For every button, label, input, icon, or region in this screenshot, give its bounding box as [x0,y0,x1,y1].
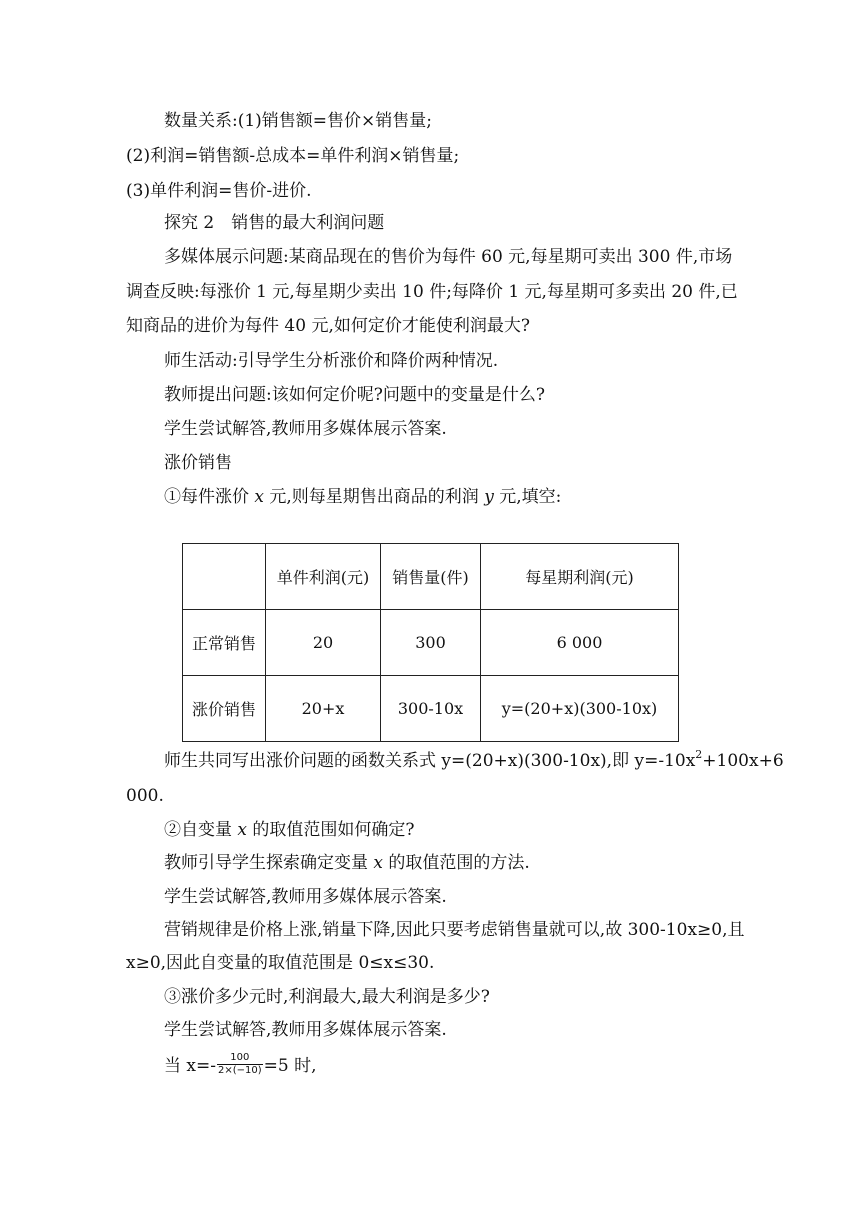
problem-line-2: 调查反映:每涨价 1 元,每星期少卖出 10 件;每降价 1 元,每星期可多卖出 20 件,已 [126,282,738,302]
fraction [217,1052,263,1077]
formula-expanded-a: y=-10x [634,751,696,771]
paragraph-price-increase-heading: 涨价销售 [164,453,232,473]
table-row [183,610,679,676]
paragraph-teacher-question: 教师提出问题:该如何定价呢?问题中的变量是什么? [164,385,545,405]
table-cell: 300 [381,610,481,676]
text-segment: 当 [164,1056,187,1076]
paragraph-student-answer-2: 学生尝试解答,教师用多媒体展示答案. [164,887,447,907]
problem-line-3: 知商品的进价为每件 40 元,如何定价才能使利润最大? [126,316,530,336]
table-cell: 300-10x [381,676,481,742]
paragraph-teacher-guide [164,846,744,881]
paragraph-sales-rule: 营销规律是价格上涨,销量下降,因此只要考虑销售量就可以,故 300-10x≥0,且 [164,920,745,940]
text-segment: 的取值范围的方法. [383,853,530,873]
table-header-cell: 销售量(件) [381,544,481,610]
paragraph-student-answer: 学生尝试解答,教师用多媒体展示答案. [164,419,447,439]
table-header-cell: 单件利润(元) [266,544,381,610]
fraction-denominator: 2×(−10) [217,1065,262,1076]
text-segment: ①每件涨价 [164,487,255,507]
paragraph-profit-formula: (2)利润=销售额-总成本=单件利润×销售量; [126,146,460,166]
table-header-cell [183,544,266,610]
table-cell: 6 000 [481,610,679,676]
table-cell: 20 [266,610,381,676]
text-segment: 的取值范围如何确定? [247,820,415,840]
text-segment: ,即 [606,751,635,771]
formula-product: y=(20+x)(300-10x) [441,751,607,771]
paragraph-function-relation [164,744,784,779]
text-segment: =5 时, [263,1056,317,1076]
text-segment: 元,则每星期售出商品的利润 [264,487,485,507]
text-segment: ②自变量 [164,820,238,840]
table-cell: y=(20+x)(300-10x) [481,676,679,742]
formula-x: x=- [186,1056,216,1076]
exponent: 2 [695,748,703,762]
paragraph-student-answer-3: 学生尝试解答,教师用多媒体展示答案. [164,1020,447,1040]
variable-x: x [254,487,264,507]
profit-table [182,543,679,742]
fraction-numerator: 100 [217,1052,263,1065]
paragraph-function-relation-cont: 000. [126,786,164,806]
variable-x: x [373,853,383,873]
formula-expanded-b: +100x+6 [702,751,784,771]
table-cell: 正常销售 [183,610,266,676]
table-header-cell: 每星期利润(元) [481,544,679,610]
table-cell: 20+x [266,676,381,742]
table-row [183,676,679,742]
paragraph-question-max-profit: ③涨价多少元时,利润最大,最大利润是多少? [164,987,490,1007]
paragraph-vertex-calc [164,1049,744,1084]
section-heading: 探究 2 销售的最大利润问题 [164,213,385,233]
paragraph-domain-result: x≥0,因此自变量的取值范围是 0≤x≤30. [126,953,435,973]
table-header-row [183,544,679,610]
variable-y: y [484,487,494,507]
paragraph-unit-profit-formula: (3)单件利润=售价-进价. [126,181,312,201]
variable-x: x [237,820,247,840]
text-segment: 师生共同写出涨价问题的函数关系式 [164,751,442,771]
paragraph-activity: 师生活动:引导学生分析涨价和降价两种情况. [164,351,499,371]
text-segment: 元,填空: [493,487,562,507]
text-segment: 教师引导学生探索确定变量 [164,853,374,873]
table-cell: 涨价销售 [183,676,266,742]
paragraph-quantity-relation: 数量关系:(1)销售额=售价×销售量; [164,111,433,131]
paragraph-question-domain [164,813,744,848]
problem-line-1: 多媒体展示问题:某商品现在的售价为每件 60 元,每星期可卖出 300 件,市场 [164,247,733,267]
paragraph-fill-prompt [164,480,744,515]
